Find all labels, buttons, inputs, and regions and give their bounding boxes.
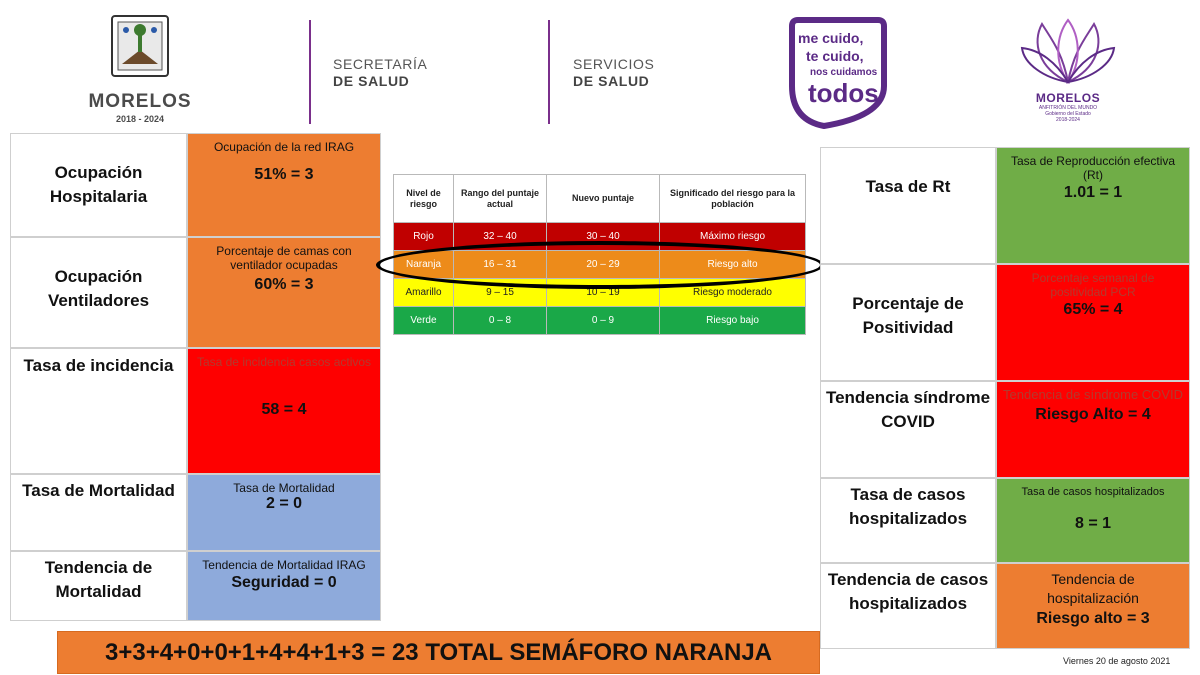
indicator-score: Seguridad = 0 bbox=[231, 574, 337, 591]
servicios-line2: DE SALUD bbox=[573, 73, 650, 89]
indicator-value-cell bbox=[996, 478, 1190, 563]
semaforo-row-verde bbox=[394, 307, 806, 335]
indicator-label: Tendencia síndrome COVID bbox=[820, 381, 996, 478]
semaforo-cell: 20 – 29 bbox=[547, 251, 660, 279]
semaforo-cell: 9 – 15 bbox=[454, 279, 547, 307]
semaforo-cell: 0 – 8 bbox=[454, 307, 547, 335]
semaforo-cell: 32 – 40 bbox=[454, 223, 547, 251]
indicator-score: 8 = 1 bbox=[1074, 515, 1112, 532]
report-date: Viernes 20 de agosto 2021 bbox=[1063, 656, 1171, 666]
campaign-logo bbox=[784, 16, 888, 130]
indicator-detail: Tendencia de hospitalización bbox=[1047, 571, 1139, 606]
campaign-line2: te cuido, bbox=[806, 48, 864, 64]
morelos-logo-text: MORELOS bbox=[88, 91, 192, 112]
indicator-detail: Tendencia de síndrome COVID bbox=[1003, 387, 1183, 402]
semaforo-header: Rango del puntaje actual bbox=[454, 175, 547, 223]
gobierno-morelos-logo bbox=[1018, 18, 1118, 130]
indicator-value-cell bbox=[187, 348, 381, 474]
highlight-ellipse bbox=[376, 241, 824, 289]
semaforo-cell: 0 – 9 bbox=[547, 307, 660, 335]
semaforo-cell: 16 – 31 bbox=[454, 251, 547, 279]
semaforo-cell: Riesgo bajo bbox=[660, 307, 806, 335]
morelos-state-logo bbox=[80, 14, 200, 126]
indicator-value-cell bbox=[996, 264, 1190, 381]
indicator-value-cell bbox=[996, 381, 1190, 478]
campaign-line1: me cuido, bbox=[798, 30, 864, 46]
indicator-label: Tasa de Rt bbox=[820, 147, 996, 264]
indicator-label: Porcentaje de Positividad bbox=[820, 264, 996, 381]
servicios-line1: SERVICIOS bbox=[573, 56, 655, 72]
indicator-label: Ocupación Hospitalaria bbox=[10, 133, 187, 237]
indicator-value-cell bbox=[996, 563, 1190, 649]
semaforo-cell: Amarillo bbox=[394, 279, 454, 307]
indicator-value-cell bbox=[187, 551, 381, 621]
gobierno-logo-sub3: 2018-2024 bbox=[1056, 117, 1080, 123]
indicator-score: Riesgo alto = 3 bbox=[1036, 610, 1150, 627]
lotus-flower-icon bbox=[1018, 18, 1118, 86]
gobierno-logo-text: MORELOS bbox=[1035, 91, 1101, 105]
indicator-detail: Tasa de Mortalidad bbox=[233, 481, 335, 495]
campaign-line4: todos bbox=[808, 78, 879, 108]
gobierno-logo-sub2: Gobierno del Estado bbox=[1045, 111, 1091, 117]
semaforo-cell: Riesgo moderado bbox=[660, 279, 806, 307]
semaforo-header: Nuevo puntaje bbox=[547, 175, 660, 223]
gobierno-logo-sub1: ANFITRIÓN DEL MUNDO bbox=[1038, 105, 1098, 111]
semaforo-cell: Naranja bbox=[394, 251, 454, 279]
indicator-label: Tasa de Mortalidad bbox=[10, 474, 187, 551]
indicator-score: 1.01 = 1 bbox=[1063, 184, 1123, 201]
indicator-value-cell bbox=[187, 237, 381, 348]
indicator-score: Riesgo Alto = 4 bbox=[1035, 406, 1151, 423]
semaforo-cell: Verde bbox=[394, 307, 454, 335]
indicator-detail: Tasa de casos hospitalizados bbox=[1021, 486, 1165, 498]
header-divider bbox=[309, 20, 311, 124]
indicator-label: Tasa de casos hospitalizados bbox=[820, 478, 996, 563]
total-semaforo-bar: 3+3+4+0+0+1+4+4+1+3 = 23 TOTAL SEMÁFORO NARANJA bbox=[57, 631, 820, 674]
semaforo-header: Nivel de riesgo bbox=[394, 175, 454, 223]
indicator-score: 51% = 3 bbox=[254, 166, 314, 183]
secretaria-line2: DE SALUD bbox=[333, 73, 410, 89]
indicator-score: 60% = 3 bbox=[254, 276, 314, 293]
secretaria-line1: SECRETARÍA bbox=[333, 56, 428, 72]
indicator-label: Ocupación Ventiladores bbox=[10, 237, 187, 348]
indicator-detail: Tasa de Reproducción efectiva (Rt) bbox=[1010, 154, 1176, 182]
semaforo-cell: 10 – 19 bbox=[547, 279, 660, 307]
indicator-detail: Ocupación de la red IRAG bbox=[213, 140, 355, 154]
indicator-detail: Porcentaje semanal de positividad PCR bbox=[1031, 271, 1155, 299]
secretaria-salud-logo bbox=[333, 56, 427, 90]
semaforo-cell: Máximo riesgo bbox=[660, 223, 806, 251]
morelos-logo-years: 2018 - 2024 bbox=[115, 114, 165, 124]
servicios-salud-logo bbox=[573, 56, 654, 90]
indicator-label: Tasa de incidencia bbox=[10, 348, 187, 474]
indicator-score: 58 = 4 bbox=[261, 401, 307, 418]
semaforo-cell: Rojo bbox=[394, 223, 454, 251]
coat-of-arms-icon bbox=[108, 14, 172, 80]
header-divider bbox=[548, 20, 550, 124]
indicator-score: 65% = 4 bbox=[1063, 301, 1123, 318]
indicator-label: Tendencia de casos hospitalizados bbox=[820, 563, 996, 649]
indicator-value-cell bbox=[187, 133, 381, 237]
indicator-value-cell bbox=[187, 474, 381, 551]
semaforo-header: Significado del riesgo para la población bbox=[660, 175, 806, 223]
indicator-detail: Tasa de incidencia casos activos bbox=[196, 355, 372, 369]
campaign-line3: nos cuidamos bbox=[810, 67, 878, 78]
semaforo-header-row bbox=[394, 175, 806, 223]
indicator-detail: Tendencia de Mortalidad IRAG bbox=[202, 558, 366, 572]
semaforo-cell: 30 – 40 bbox=[547, 223, 660, 251]
indicator-detail: Porcentaje de camas con ventilador ocupadas bbox=[216, 244, 352, 272]
indicator-score: 2 = 0 bbox=[265, 495, 303, 512]
indicator-label: Tendencia de Mortalidad bbox=[10, 551, 187, 621]
semaforo-cell: Riesgo alto bbox=[660, 251, 806, 279]
indicator-value-cell bbox=[996, 147, 1190, 264]
